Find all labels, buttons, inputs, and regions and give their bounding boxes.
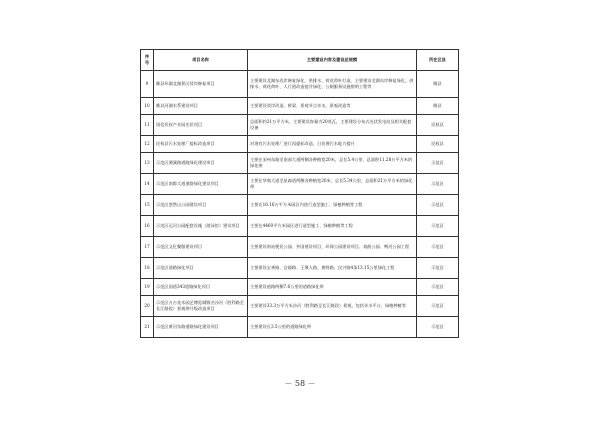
project-name: 民权县污水处理厂提标改造项目	[154, 136, 248, 153]
row-number: 17	[141, 237, 154, 258]
project-county: 示范区	[417, 174, 459, 195]
project-county: 示范区	[417, 279, 459, 296]
table-row	[141, 71, 459, 98]
table-row	[141, 317, 459, 338]
table-row	[141, 216, 459, 237]
table-row	[141, 153, 459, 174]
table-row	[141, 174, 459, 195]
row-number: 20	[141, 296, 154, 317]
project-county: 示范区	[417, 296, 459, 317]
project-content: 主要建设北湖东西岸修复绿化、供排水、荷花荷叶打造，主要建设北湖东岸修复绿化、供排水、荷花荷叶、人行道改造提升绿化、公厕服务设施照明工程等	[248, 71, 417, 98]
project-content: 主要建设驳岸改造、桥梁、景观节点亲水，景观改造等	[248, 98, 417, 115]
row-number: 19	[141, 279, 154, 296]
row-number: 12	[141, 136, 154, 153]
row-number: 11	[141, 115, 154, 136]
table-row	[141, 279, 459, 296]
project-county: 示范区	[417, 153, 459, 174]
project-name: 示范区黄河东路道路绿化建设项目	[154, 317, 248, 338]
project-content: 主要在宋州东路至南部大道两侧各种植宽20米，总长5.4公里，总面积11.28万平方米的绿化带	[248, 153, 417, 174]
header-name: 项目名称	[154, 50, 248, 71]
project-county: 示范区	[417, 317, 459, 338]
row-number: 13	[141, 153, 154, 174]
project-content: 主要建设南站便民公园、外国建设项目、环保公园建设项目、戏曲公园、鸭河公园工程	[248, 237, 417, 258]
row-number: 15	[141, 195, 154, 216]
header-no: 序号	[141, 50, 154, 71]
project-name: 示范区南都大道道路绿化建设项目	[154, 174, 248, 195]
table-row	[141, 237, 459, 258]
header-content: 主要建设内容及建设总规模	[248, 50, 417, 71]
project-content: 主要建设长3.5公里的道路绿化带	[248, 317, 417, 338]
project-name: 示范区悠然山公园建设项目	[154, 195, 248, 216]
row-number: 14	[141, 174, 154, 195]
table-row	[141, 296, 459, 317]
project-content: 对现有污水处理厂进行再提标改造，日处理污水能力提升	[248, 136, 417, 153]
project-content: 主要建设33.3万平方米沙河（胜利路至长江路段）景观，包括亲水平台、绿植种植等	[248, 296, 417, 317]
project-name: 示范区澳溪路道路绿化建设项目	[154, 153, 248, 174]
project-content: 主要在华商大道至星森道两侧各种植宽20米，总长5.34公里，总面积21万平方米的绿化带	[248, 174, 417, 195]
project-table	[140, 49, 459, 338]
project-name: 睢县环湖北湖景区驳岸修复项目	[154, 71, 248, 98]
project-county: 示范区	[417, 216, 459, 237]
project-content: 主要在16.16万平方米园区内进行造型施工、绿植种植等工程	[248, 195, 417, 216]
row-number: 18	[141, 258, 154, 279]
project-county: 示范区	[417, 258, 459, 279]
project-name: 示范区道路绿化项目	[154, 258, 248, 279]
project-name: 国信民权产业园光伏项目	[154, 115, 248, 136]
project-county: 示范区	[417, 237, 459, 258]
project-name: 示范区国道343道路绿化项目	[154, 279, 248, 296]
table-row	[141, 195, 459, 216]
project-county: 示范区	[417, 195, 459, 216]
project-county: 民权县	[417, 115, 459, 136]
project-county: 民权县	[417, 136, 459, 153]
project-content: 总面积约21万平方米，主要建设容量为20兆瓦，主要建设分布式光伏发电站及相关配套设备	[248, 115, 417, 136]
page-number: － 58 －	[284, 379, 316, 388]
project-name: 示范区运河公园配套设施（游泳馆）建设项目	[154, 216, 248, 237]
table-row	[141, 258, 459, 279]
table-row	[141, 136, 459, 153]
table-header-row	[141, 50, 459, 71]
row-number: 21	[141, 317, 154, 338]
project-content: 主要建设道路两侧7.6公里的道路绿化带	[248, 279, 417, 296]
header-county: 所在区县	[417, 50, 459, 71]
row-number: 9	[141, 71, 154, 98]
project-name: 睢县河湖水系建设项目	[154, 98, 248, 115]
project-county: 睢县	[417, 98, 459, 115]
table-row	[141, 115, 459, 136]
project-content: 主要在4460平方米园区进行造型施工、绿植种植等工程	[248, 216, 417, 237]
row-number: 10	[141, 98, 154, 115]
project-name: 示范区万古花木园艺博览城暨名沙河（胜利路至长江路段）景观带升级改造项目	[154, 296, 248, 317]
project-name: 示范区文化餐服建设项目	[154, 237, 248, 258]
row-number: 16	[141, 216, 154, 237]
project-county: 睢县	[417, 71, 459, 98]
project-content: 主要建设宝善路、仓颉路、王聚人路、黄野路、民兴路4条13.15公里绿化工程	[248, 258, 417, 279]
table-row	[141, 98, 459, 115]
